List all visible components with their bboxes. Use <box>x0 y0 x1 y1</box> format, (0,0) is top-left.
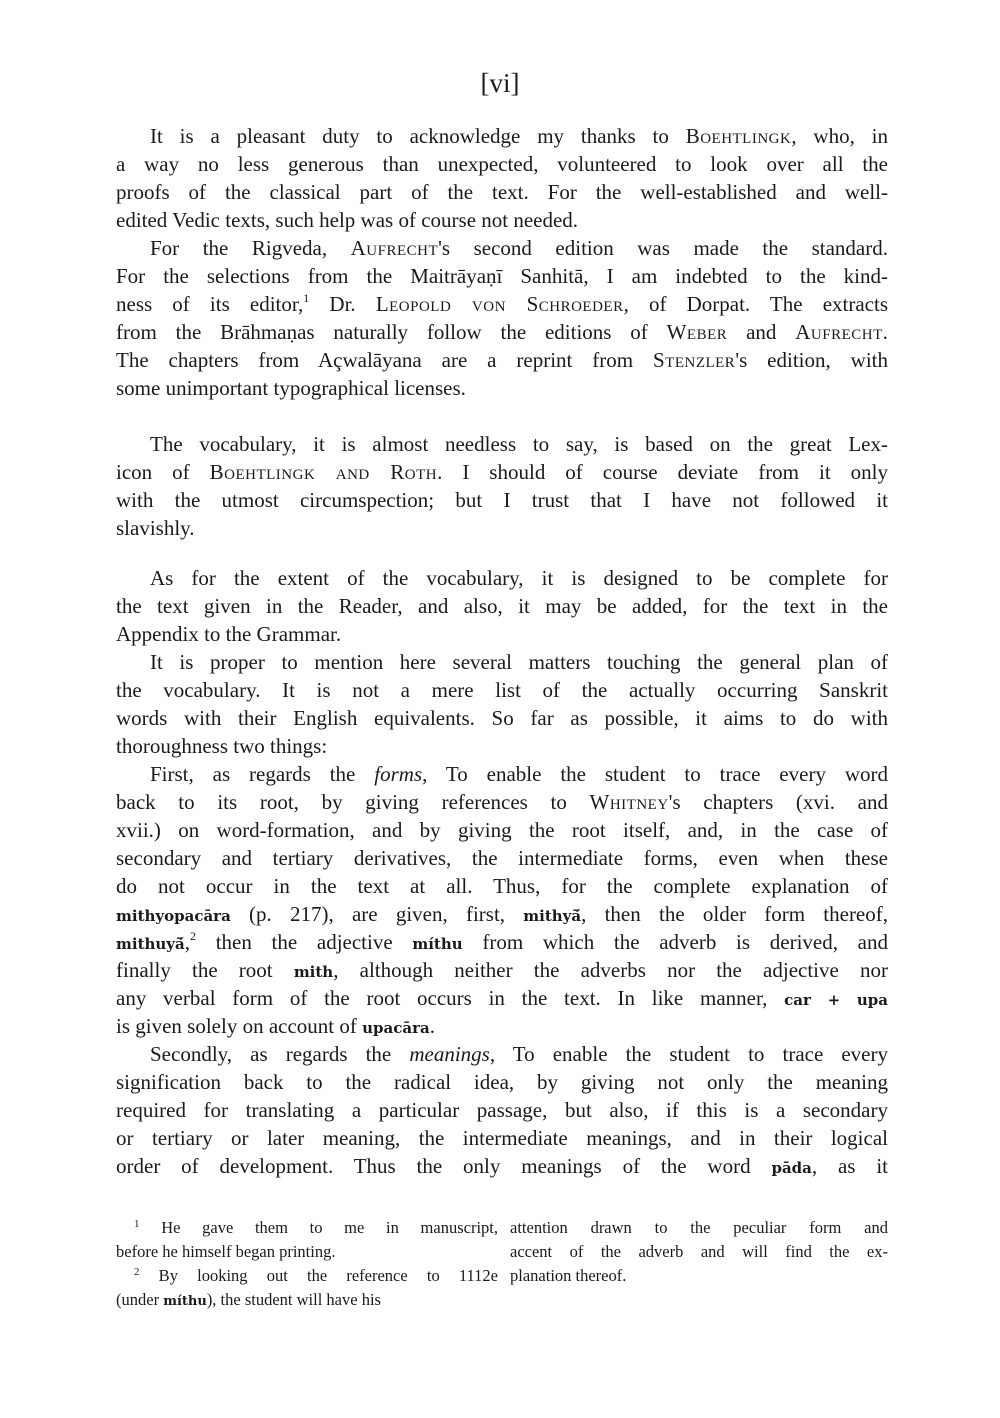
sanskrit-term: pāda <box>771 1159 812 1177</box>
text-line <box>116 564 888 592</box>
italic-term: forms <box>374 762 423 786</box>
paragraph <box>116 234 888 402</box>
sanskrit-term: mith <box>293 963 334 981</box>
text-run: , <box>184 930 190 954</box>
footnote-column-right <box>510 1216 888 1312</box>
sanskrit-term: upacāra <box>362 1019 430 1037</box>
footnote-ref: 1 <box>303 291 310 305</box>
text-run: 's edition, with <box>735 348 888 372</box>
text-run: , of Dorpat. The extracts <box>623 292 888 316</box>
text-line <box>116 346 888 374</box>
text-run: ), the student will have his <box>206 1290 381 1309</box>
text-line <box>116 290 888 318</box>
text-line <box>116 1040 888 1068</box>
text-run: , as it <box>811 1154 888 1178</box>
text-run: from the Brāhmaṇas naturally follow the editions of <box>116 320 667 344</box>
text-run: 's chapters (xvi. and <box>668 790 889 814</box>
text-line <box>116 122 888 150</box>
text-line <box>510 1240 888 1264</box>
text-run: back to its root, by giving references to <box>116 790 590 814</box>
text-line <box>116 1152 888 1180</box>
small-caps-name: Aufrecht <box>350 236 439 260</box>
text-line <box>116 788 888 816</box>
footnotes <box>116 1216 888 1312</box>
paragraph <box>116 564 888 648</box>
text-run: The chapters from Açwalāyana are a reprint from <box>116 348 653 372</box>
text-line <box>510 1264 888 1288</box>
text-line <box>116 1068 888 1096</box>
text-line <box>116 956 888 984</box>
sanskrit-term: míthu <box>163 1294 207 1309</box>
text-run: It is a pleasant duty to acknowledge my thanks to <box>150 124 686 148</box>
text-line <box>116 374 888 402</box>
text-run: then the adjective <box>196 930 413 954</box>
text-run: For the selections from the Maitrāyaṇī Sanhitā, I am indebted to the kind- <box>116 264 888 288</box>
text-run: Dr. <box>309 292 376 316</box>
text-run: By looking out the reference to 1112e <box>139 1266 498 1285</box>
sanskrit-term: car + upa <box>784 991 888 1009</box>
small-caps-name: Leopold von Schroeder <box>375 292 624 316</box>
text-run: signification back to the radical idea, by giving not only the meaning <box>116 1070 888 1094</box>
sanskrit-term: mithuyā́ <box>116 935 185 953</box>
paragraph <box>116 430 888 542</box>
text-run: do not occur in the text at all. Thus, for the complete explanation of <box>116 874 888 898</box>
text-run: , although neither the adverbs nor the adjective nor <box>333 958 888 982</box>
text-line <box>116 458 888 486</box>
text-run: , To enable the student to trace every word <box>422 762 888 786</box>
text-run: with the utmost circumspection; but I trust that I have not followed it <box>116 488 888 512</box>
text-run: the vocabulary. It is not a mere list of the actually occurring Sanskrit <box>116 678 888 702</box>
text-line <box>116 486 888 514</box>
text-run: icon of <box>116 460 210 484</box>
page-number: [vi] <box>480 68 520 98</box>
footnote-ref: 1 <box>134 1218 140 1230</box>
text-run: before he himself began printing. <box>116 1242 336 1261</box>
text-run: First, as regards the <box>150 762 375 786</box>
text-run: Secondly, as regards the <box>150 1042 410 1066</box>
text-run: is given solely on account of <box>116 1014 363 1038</box>
text-run: . <box>882 320 888 344</box>
text-run: or tertiary or later meaning, the intermediate meanings, and in their logical <box>116 1126 888 1150</box>
text-line <box>116 430 888 458</box>
text-line <box>116 900 888 928</box>
text-run: a way no less generous than unexpected, volunteered to look over all the <box>116 152 888 176</box>
text-line <box>116 1240 498 1264</box>
text-run: He gave them to me in manuscript, <box>139 1218 498 1237</box>
paragraph <box>116 122 888 234</box>
text-run: secondary and tertiary derivatives, the intermediate forms, even when these <box>116 846 888 870</box>
text-run: . I should of course deviate from it only <box>437 460 888 484</box>
text-line <box>116 318 888 346</box>
text-line <box>116 844 888 872</box>
text-run: the text given in the Reader, and also, it may be added, for the text in the <box>116 594 888 618</box>
paragraph <box>116 648 888 760</box>
text-line <box>116 816 888 844</box>
text-run: thoroughness two things: <box>116 734 328 758</box>
text-run: As for the extent of the vocabulary, it is designed to be complete for <box>150 566 888 590</box>
text-run: It is proper to mention here several matters touching the general plan of <box>150 650 888 674</box>
text-run: Appendix to the Grammar. <box>116 622 342 646</box>
text-line <box>116 872 888 900</box>
text-line <box>116 234 888 262</box>
text-run: order of development. Thus the only meanings of the word <box>116 1154 772 1178</box>
text-line <box>116 984 888 1012</box>
text-line <box>116 676 888 704</box>
small-caps-name: Boehtlingk <box>685 124 792 148</box>
text-line <box>116 732 888 760</box>
text-run: , who, in <box>791 124 888 148</box>
sanskrit-term: míthu <box>412 935 463 953</box>
text-run: , To enable the student to trace every <box>489 1042 889 1066</box>
small-caps-name: Weber <box>666 320 728 344</box>
main-text <box>116 122 888 1180</box>
text-run: accent of the adverb and will find the ex- <box>510 1242 888 1261</box>
text-run: some unimportant typographical licenses. <box>116 376 466 400</box>
text-line <box>116 178 888 206</box>
text-run: xvii.) on word-formation, and by giving the root itself, and, in the case of <box>116 818 888 842</box>
text-run: and <box>727 320 796 344</box>
text-line <box>116 1124 888 1152</box>
footnote-column-left <box>116 1216 498 1312</box>
text-line <box>116 1096 888 1124</box>
text-line <box>116 1216 498 1240</box>
text-run: slavishly. <box>116 516 195 540</box>
text-run: finally the root <box>116 958 294 982</box>
text-line <box>116 150 888 178</box>
text-line <box>116 592 888 620</box>
sanskrit-term: mithyā́ <box>523 907 582 925</box>
text-line <box>116 1288 498 1312</box>
small-caps-name: Whitney <box>589 790 669 814</box>
text-run: , then the older form thereof, <box>581 902 888 926</box>
text-run: words with their English equivalents. So far as possible, it aims to do with <box>116 706 888 730</box>
text-run: 's second edition was made the standard. <box>438 236 888 260</box>
text-line <box>116 1012 888 1040</box>
text-line <box>116 704 888 732</box>
text-run: proofs of the classical part of the text. For the well-established and well- <box>116 180 888 204</box>
text-run: attention drawn to the peculiar form and <box>510 1218 888 1237</box>
italic-term: meanings <box>409 1042 490 1066</box>
text-run: (p. 217), are given, first, <box>230 902 524 926</box>
text-run: any verbal form of the root occurs in the text. In like manner, <box>116 986 785 1010</box>
text-run: . <box>429 1014 435 1038</box>
text-line <box>116 648 888 676</box>
text-run: edited Vedic texts, such help was of course not needed. <box>116 208 579 232</box>
text-run: from which the adverb is derived, and <box>462 930 888 954</box>
text-line <box>116 1264 498 1288</box>
text-run: For the Rigveda, <box>150 236 351 260</box>
text-line <box>116 262 888 290</box>
small-caps-name: Boehtlingk and Roth <box>209 460 438 484</box>
paragraph <box>116 760 888 1040</box>
text-run: The vocabulary, it is almost needless to say, is based on the great Lex- <box>150 432 888 456</box>
text-run: planation thereof. <box>510 1266 627 1285</box>
text-line <box>116 514 888 542</box>
text-line <box>510 1216 888 1240</box>
text-line <box>116 206 888 234</box>
text-line <box>116 620 888 648</box>
small-caps-name: Aufrecht <box>795 320 883 344</box>
text-run: ness of its editor, <box>116 292 304 316</box>
text-line <box>116 760 888 788</box>
footnote-ref: 2 <box>134 1266 140 1278</box>
small-caps-name: Stenzler <box>652 348 736 372</box>
text-run: required for translating a particular passage, but also, if this is a secondary <box>116 1098 888 1122</box>
text-line <box>116 928 888 956</box>
paragraph <box>116 1040 888 1180</box>
text-run: (under <box>116 1290 164 1309</box>
footnote-ref: 2 <box>190 929 196 943</box>
sanskrit-term: mithyopacāra <box>116 907 231 925</box>
